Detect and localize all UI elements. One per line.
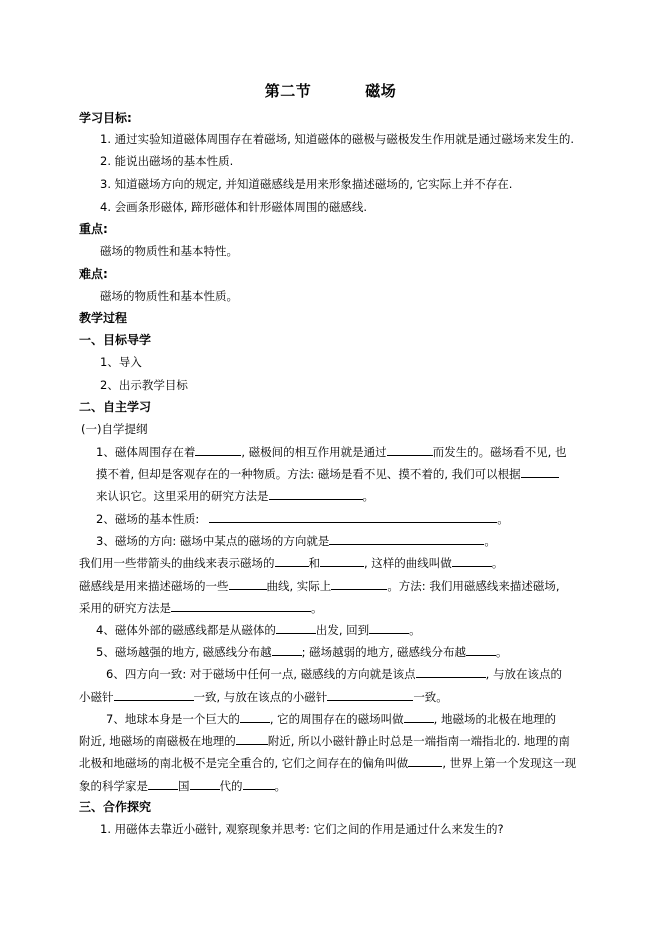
answer-blank[interactable] xyxy=(148,777,178,790)
answer-blank[interactable] xyxy=(408,754,442,767)
section-1-item: 2、出示教学目标 xyxy=(100,378,188,392)
answer-blank[interactable] xyxy=(452,554,492,567)
answer-blank[interactable] xyxy=(269,487,363,500)
difficult-text: 磁场的物质性和基本性质。 xyxy=(100,289,238,303)
section-1-item: 1、导入 xyxy=(100,355,142,369)
goal-item: 4. 会画条形磁体, 蹄形磁体和针形磁体周围的磁感线. xyxy=(100,200,368,214)
section-1-heading: 一、目标导学 xyxy=(79,333,152,347)
section-3-heading: 三、合作探究 xyxy=(79,800,152,814)
answer-blank[interactable] xyxy=(240,710,270,723)
question-3-line-1: 3、磁场的方向: 磁场中某点的磁场的方向就是 。 xyxy=(96,534,496,548)
title-topic: 磁场 xyxy=(365,82,397,100)
key-text: 磁场的物质性和基本特性。 xyxy=(100,244,238,258)
title-section: 第二节 xyxy=(264,82,312,100)
answer-blank[interactable] xyxy=(275,554,309,567)
question-1-line-3: 来认识它。这里采用的研究方法是 。 xyxy=(96,489,374,503)
question-3-line-2: 我们用一些带箭头的曲线来表示磁场的 和 , 这样的曲线叫做 。 xyxy=(79,556,504,570)
answer-blank[interactable] xyxy=(387,443,433,456)
self-study-outline: (一)自学提纲 xyxy=(81,422,148,436)
question-7-line-2: 附近, 地磁场的南磁极在地理的 附近, 所以小磁针静止时总是一端指南一端指北的. 地理的南 xyxy=(79,734,570,748)
answer-blank[interactable] xyxy=(369,621,409,634)
answer-blank[interactable] xyxy=(229,577,267,590)
answer-blank[interactable] xyxy=(243,777,275,790)
answer-blank[interactable] xyxy=(404,710,434,723)
key-heading: 重点: xyxy=(79,222,108,236)
answer-blank[interactable] xyxy=(190,777,220,790)
question-4: 4、磁体外部的磁感线都是从磁体的 出发, 回到 。 xyxy=(96,623,421,637)
question-2: 2、磁场的基本性质: 。 xyxy=(96,512,509,526)
goal-item: 2. 能说出磁场的基本性质. xyxy=(100,154,234,168)
answer-blank[interactable] xyxy=(327,688,413,701)
difficult-heading: 难点: xyxy=(79,267,108,281)
answer-blank[interactable] xyxy=(195,443,241,456)
goal-item: 3. 知道磁场方向的规定, 并知道磁感线是用来形象描述磁场的, 它实际上并不存在. xyxy=(100,177,513,191)
answer-blank[interactable] xyxy=(320,554,364,567)
answer-blank[interactable] xyxy=(466,643,496,656)
answer-blank[interactable] xyxy=(416,665,486,678)
section-3-question-1: 1. 用磁体去靠近小磁针, 观察现象并思考: 它们之间的作用是通过什么来发生的? xyxy=(100,822,504,836)
section-2-heading: 二、自主学习 xyxy=(79,400,152,414)
question-6-line-2: 小磁针 一致, 与放在该点的小磁针 一致。 xyxy=(79,690,448,704)
question-6-line-1: 6、四方向一致: 对于磁场中任何一点, 磁感线的方向就是该点 , 与放在该点的 xyxy=(106,667,562,681)
answer-blank[interactable] xyxy=(521,465,559,478)
answer-blank[interactable] xyxy=(171,599,311,612)
answer-blank[interactable] xyxy=(272,643,302,656)
question-1-line-1: 1、磁体周围存在着 , 磁极间的相互作用就是通过 而发生的。磁场看不见, 也 xyxy=(96,445,567,459)
answer-blank[interactable] xyxy=(276,621,316,634)
answer-blank[interactable] xyxy=(331,577,387,590)
goal-item: 1. 通过实验知道磁体周围存在着磁场, 知道磁体的磁极与磁极发生作用就是通过磁场来发生的. xyxy=(100,132,575,146)
process-heading: 教学过程 xyxy=(79,311,128,325)
answer-blank[interactable] xyxy=(236,732,268,745)
question-7-line-4: 象的科学家是 国 代的 。 xyxy=(79,779,286,793)
question-3-line-4: 采用的研究方法是 。 xyxy=(79,601,323,615)
question-7-line-3: 北极和地磁场的南北极不是完全重合的, 它们之间存在的偏角叫做 , 世界上第一个发现这一现 xyxy=(79,756,577,770)
answer-blank[interactable] xyxy=(114,688,194,701)
answer-blank[interactable] xyxy=(209,510,497,523)
page-title xyxy=(0,80,661,101)
answer-blank[interactable] xyxy=(329,532,484,545)
goals-heading: 学习目标: xyxy=(79,111,132,125)
question-7-line-1: 7、地球本身是一个巨大的 , 它的周围存在的磁场叫做 , 地磁场的北极在地理的 xyxy=(106,712,556,726)
question-3-line-3: 磁感线是用来描述磁场的一些 曲线, 实际上 。方法: 我们用磁感线来描述磁场, xyxy=(79,579,560,593)
question-1-line-2: 摸不着, 但却是客观存在的一种物质。方法: 磁场是看不见、摸不着的, 我们可以根据 xyxy=(96,465,559,482)
question-5: 5、磁场越强的地方, 磁感线分布越 ; 磁场越弱的地方, 磁感线分布越 。 xyxy=(96,645,508,659)
